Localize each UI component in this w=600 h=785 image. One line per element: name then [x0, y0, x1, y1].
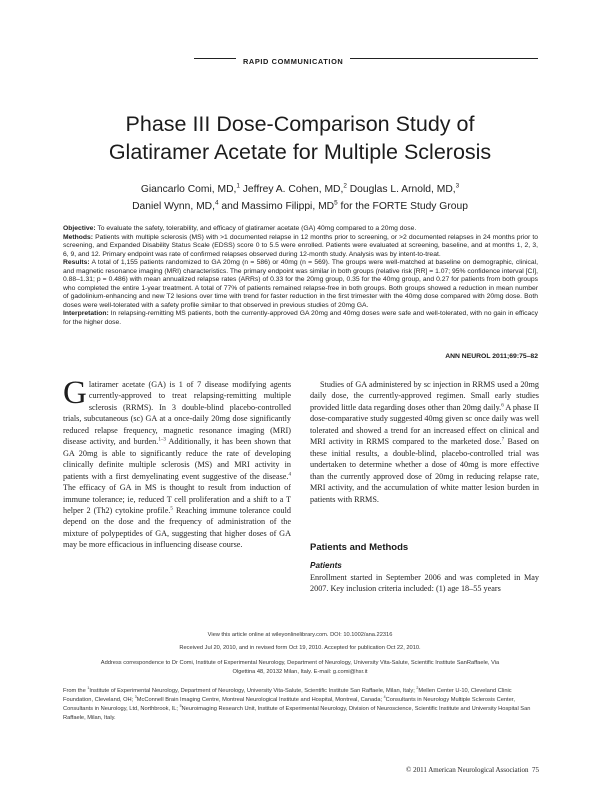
body-right-column — [310, 379, 539, 505]
article-title — [40, 110, 560, 166]
page-number: 75 — [532, 766, 539, 774]
authors-line-2: Daniel Wynn, MD,$^4$ and Massimo Filippi, $MD^5$ for the FORTE Study Group — [132, 199, 468, 212]
intro-paragraph: Glatiramer acetate (GA) is 1 of 7 disease modifying agents currently-approved to treat relapsing-remitting multiple sclerosis (RRMS). In 3 double-blind placebo-controlled trials, subcutaneous (sc) GA at a once-daily 20mg dose significantly reduced relapse frequency, magnetic resonance imaging (MRI) disease activity, and burden.$^{1-3}$ Additionally, it has been shown that GA 20mg is able to significantly reduce the rate of developing clinically definite multiple sclerosis (MS) and MRI activity in patients with a first demyelinating event suggestive of the disease.$^4$ The efficacy of GA in MS is thought to result from induction of immune tolerance; ie, reduced T cell proliferation and a shift to a T helper 2 (Th2) cytokine profile.$^5$ Reaching immune tolerance could depend on the dose and the frequency of administration of the mixture of polypeptides of GA, suggesting that higher doses of GA may be more efficacious in influencing disease course. — [63, 375, 291, 550]
studies-paragraph: Studies of GA administered by sc injection in RRMS used a 20mg daily dose, the currently-approved regimen. Small early studies provided little data regarding doses other than 20mg daily.$^6$ A phase II dose-comparative study suggested 40mg given sc once daily was well tolerated and showed a trend for an increased effect on clinical and MRI activity in RRMS compared to the marketed dose.$^7$ Based on these initial results, a double-blind, placebo-controlled trial was undertaken to determine whether a dose of 40mg is more effective than the currently approved dose of 20mg in reducing relapse rate, MRI activity, and the accumulation of white matter lesion burden in patients with RRMS. — [310, 380, 540, 504]
abstract — [63, 225, 538, 328]
author-list — [40, 181, 560, 215]
abstract-interpretation: Interpretation: In relapsing-remitting MS patients, both the currently-approved GA 20mg and 40mg doses were safe and well-tolerated, with no gain in efficacy for the higher dose. — [63, 310, 538, 327]
received-note: Received Jul 20, 2010, and in revised form Oct 19, 2010. Accepted for publication Oct 22, 2010. — [179, 645, 421, 651]
abstract-objective: Objective: To evaluate the safety, tolerability, and efficacy of glatiramer acetate (GA) 40mg compared to a 20mg dose. — [63, 225, 417, 232]
copyright: © 2011 American Neurological Association — [406, 766, 529, 774]
section-label: RAPID COMMUNICATION — [236, 57, 350, 66]
affiliations-footnote: From the $^1$Institute of Experimental Neurology, Department of Neurology, University Vita-Salute, Scientific Institute San Raffaele, Milan, Italy; $^2$Mellen Center U-10, Cleveland Clinic Foundation, Cleveland, OH; $^3$McConnell Brain Imaging Centre, Montreal Neurological Institute and Hospital, Montreal, Canada; $^4$Consultants in Neurology Multiple Sclerosis Center, Consultants in Neurology, Ltd, Northbrook, IL; $^5$Neuroimaging Research Unit, Institute of Experimental Neurology, Division of Neuroscience, Scientific Institute and University Hospital San Raffaele, Milan, Italy. — [63, 686, 531, 721]
subsection-heading: Patients — [310, 561, 342, 570]
view-online-note: View this article online at wileyonlinelibrary.com. DOI: 10.1002/ana.22316 — [207, 632, 393, 638]
patients-paragraph-container — [310, 572, 539, 595]
title-line-2: Glatiramer Acetate for Multiple Sclerosis — [108, 140, 492, 164]
drop-cap: G — [63, 375, 87, 411]
patients-paragraph: Enrollment started in September 2006 and was completed in May 2007. Key inclusion criteria included: (1) age 18–55 years — [310, 573, 539, 594]
page-footer — [406, 766, 539, 774]
abstract-methods: Methods: Patients with multiple sclerosis (MS) with >1 documented relapse in 12 months prior to screening, or >2 documented relapses in 24 months prior to screening, and Expanded Disability Status Scale (EDSS) score 0 to 5.5 were enrolled. Patients were evaluated at screening, baseline, and at months 1, 2, 3, 6, 9, and 12. Primary endpoint was rate of confirmed relapses observed during 12-month study. Analysis was by intent-to-treat. — [63, 233, 538, 258]
authors-line-1: Giancarlo Comi, MD,$^1$ Jeffrey A. Cohen, MD,$^2$ Douglas L. Arnold, MD,$^3$ — [140, 182, 460, 195]
body-left-column — [63, 375, 291, 551]
title-line-1: Phase III Dose-Comparison Study of — [125, 112, 475, 136]
section-heading: Patients and Methods — [310, 542, 409, 553]
abstract-results: Results: A total of 1,155 patients randomized to GA 20mg (n = 586) or 40mg (n = 569). The groups were well-matched at baseline on demographic, clinical, and magnetic resonance imaging (MRI) characteristics. The primary endpoint was similar in both groups (relative risk [RR] = 1.07; 95% confidence interval [CI], 0.88–1.31; p = 0.486) with mean annualized relapse rates (ARRs) of 0.33 for the 20mg group, 0.35 for the 40mg group, and 0.27 for patients from both groups who completed the entire 1-year treatment. A total of 77% of patients remained relapse-free in both groups. Both groups showed a reduction in mean number of gadolinium-enhancing and new T2 lesions over time with trend for faster reduction in the first trimester with the 40mg dose compared with 20mg dose. Both doses were well-tolerated with a safety profile similar to that observed in previous studies of 20mg GA. — [63, 259, 538, 309]
correspondence-address: Address correspondence to Dr Comi, Institute of Experimental Neurology, Department of Neurology, University Vita-Salute, Scientific Institute SanRaffaele, Via Olgettina 48, 20132 Milan, Italy. E-mail: g.comi@hsr.it — [100, 660, 500, 675]
journal-citation: ANN NEUROL 2011;69:75–82 — [445, 353, 538, 360]
